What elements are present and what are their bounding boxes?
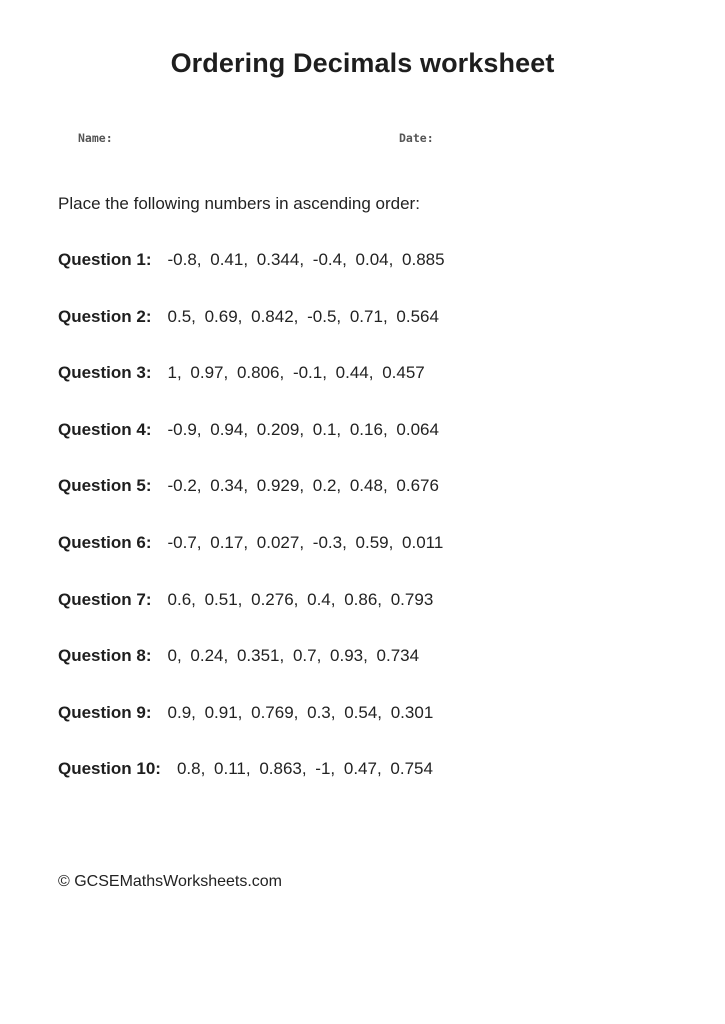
question-item bbox=[58, 646, 445, 703]
question-item bbox=[58, 476, 445, 533]
instruction-text: Place the following numbers in ascending order: bbox=[58, 194, 420, 213]
question-numbers: 0.5, 0.69, 0.842, -0.5, 0.71, 0.564 bbox=[167, 306, 439, 326]
question-list bbox=[58, 250, 445, 816]
question-item bbox=[58, 420, 445, 477]
name-label: Name: bbox=[78, 131, 113, 145]
question-item bbox=[58, 363, 445, 420]
question-label: Question 5: bbox=[58, 476, 152, 496]
question-numbers: -0.9, 0.94, 0.209, 0.1, 0.16, 0.064 bbox=[167, 419, 439, 439]
question-numbers: -0.2, 0.34, 0.929, 0.2, 0.48, 0.676 bbox=[167, 476, 439, 496]
date-label: Date: bbox=[399, 131, 434, 145]
question-numbers: 0.8, 0.11, 0.863, -1, 0.47, 0.754 bbox=[176, 759, 433, 779]
question-label: Question 2: bbox=[58, 306, 152, 326]
question-item bbox=[58, 759, 445, 816]
question-numbers: 0.9, 0.91, 0.769, 0.3, 0.54, 0.301 bbox=[167, 702, 434, 722]
question-item bbox=[58, 250, 445, 307]
question-numbers: -0.7, 0.17, 0.027, -0.3, 0.59, 0.011 bbox=[167, 532, 444, 552]
question-item bbox=[58, 703, 445, 760]
worksheet-title: Ordering Decimals worksheet bbox=[170, 48, 555, 78]
question-label: Question 1: bbox=[58, 250, 152, 269]
question-numbers: 0, 0.24, 0.351, 0.7, 0.93, 0.734 bbox=[167, 646, 420, 666]
question-numbers: 0.6, 0.51, 0.276, 0.4, 0.86, 0.793 bbox=[167, 589, 434, 609]
question-item bbox=[58, 307, 445, 364]
question-numbers: -0.8, 0.41, 0.344, -0.4, 0.04, 0.885 bbox=[167, 250, 445, 269]
question-label: Question 3: bbox=[58, 363, 152, 383]
question-label: Question 10: bbox=[58, 759, 161, 779]
question-item bbox=[58, 590, 445, 647]
copyright-footer: © GCSEMathsWorksheets.com bbox=[58, 873, 282, 890]
question-numbers: 1, 0.97, 0.806, -0.1, 0.44, 0.457 bbox=[167, 363, 425, 383]
question-label: Question 8: bbox=[58, 646, 152, 666]
question-label: Question 4: bbox=[58, 419, 152, 439]
question-label: Question 7: bbox=[58, 589, 152, 609]
question-item bbox=[58, 533, 445, 590]
question-label: Question 6: bbox=[58, 532, 152, 552]
question-label: Question 9: bbox=[58, 702, 152, 722]
